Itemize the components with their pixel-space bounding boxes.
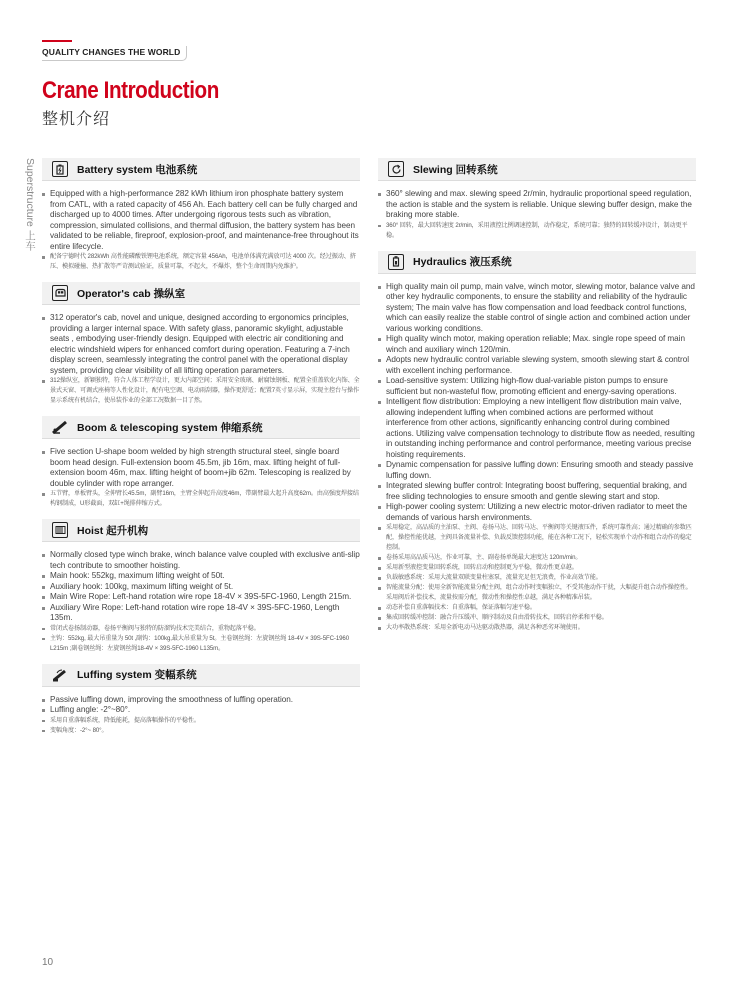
list-item: 常闭式卷扬制动器，卷扬平衡阀与独特的防溜钩技术完美结合，重物起落平稳。: [42, 624, 360, 634]
page-title: Crane Introduction: [42, 77, 219, 104]
section-title: Battery system 电池系统: [77, 163, 198, 176]
slewing-icon: [388, 161, 404, 177]
section-header: [378, 158, 696, 181]
section-slewing: [378, 158, 696, 241]
section-header: [42, 664, 360, 687]
list-item: High-power cooling system: Utilizing a new electric motor-driven radiator to meet the demands of various harsh environments.: [378, 502, 696, 523]
list-item: Passive luffing down, improving the smoothness of luffing operation.: [42, 695, 360, 706]
list-item: 卷扬采用高品质马达，作业可靠，主、副卷扬单绳最大速度达 120m/min。: [378, 553, 696, 563]
section-list: [42, 189, 360, 272]
list-item: Load-sensitive system: Utilizing high-flow dual-variable piston pumps to ensure sufficient but non-wasteful flow, promoting efficient and energy-saving operations.: [378, 376, 696, 397]
list-item: 主钩：552kg, 最大吊重量为 50t ,副钩：100kg,最大吊重量为 5t。主卷钢丝绳：左旋钢丝绳 18-4V × 39S-5FC-1960 L215m ;副卷钢丝绳：左旋钢丝绳18-4V × 39S-5FC-1960 L135m。: [42, 634, 360, 654]
list-item: 智能流量分配：使用全新智能流量分配主阀，组合动作时变幅独立，不受其他动作干扰，大幅提升组合动作操控性。采用阀后补偿技术，流量按需分配，微动性和操控性卓越，满足各种精准吊装。: [378, 583, 696, 603]
list-item: Adopts new hydraulic control variable slewing system, smooth slewing start & control with excellent inching performance.: [378, 355, 696, 376]
list-item: 360° 回转，最大回转速度 2r/min，采用液控比例调速控制，动作稳定，系统可靠；独特的回转缓冲设计，制动更平稳。: [378, 221, 696, 241]
tagline: QUALITY CHANGES THE WORLD: [42, 46, 187, 61]
section-header: [42, 158, 360, 181]
section-title: Boom & telescoping system 伸缩系统: [77, 421, 263, 434]
section-header: [378, 251, 696, 274]
section-title: Slewing 回转系统: [413, 163, 498, 176]
section-boom-telescoping: [42, 416, 360, 509]
list-item: 动态补偿自重落幅技术：自重落幅，保证落幅匀速平稳。: [378, 603, 696, 613]
list-item: 配备宁德时代 282kWh 高性能磷酸铁锂电池系统，额定容量 456Ah，电池单体满充满放可达 4000 次。经过振动、挤压、模拟碰撞、热扩散等严苛测试验证，质量可靠，不起火，不爆炸，整个生命周期内免维护。: [42, 252, 360, 272]
list-item: 负载敏感系统：采用大流量双联变量柱塞泵，流量充足但无浪费，作业高效节能。: [378, 573, 696, 583]
section-header: [42, 282, 360, 305]
list-item: 采用新型液控变量回转系统，回转启动和控制更为平稳，微动性更卓越。: [378, 563, 696, 573]
list-item: Five section U-shape boom welded by high strength structural steel, single board boom head design. Full-extension boom 45.5m, jib 16m, max. lifting height of full-extension boom 46m, max. lifting height of boom+jib 62m. Telescoping is realized by double cylinder with rope arranger.: [42, 447, 360, 489]
section-list: [42, 313, 360, 406]
list-item: Intelligent flow distribution: Employing a new intelligent flow distribution main valve, allowing independent luffing when combined actions are performed without interference from other actions, significantly enhancing control during combined actions. Utilizing valve compensation technology to distribute flow as needed, resulting in outstanding inching performance and control performance, meeting various precise hoisting requirements.: [378, 397, 696, 460]
list-item: Equipped with a high-performance 282 kWh lithium iron phosphate battery system from CATL, with a rated capacity of 456 Ah. Each battery cell can be fully charged and discharged up to 4000 times. After undergoing rigorous tests such as vibration, compression, simulated collisions, and thermal diffusion, the battery system has been validated to be reliable, fireproof, explosion-proof, and maintenance-free throughout its entire lifecycle.: [42, 189, 360, 252]
list-item: 312操纵室，新颖独特，符合人体工程学设计，更大内部空间；采用安全玻璃、耐腐蚀钢板、配置全重盖软化内饰、全景式天窗、可调式座椅等人性化设计，配有电空调、电动雨刮器，操作更舒适；配置7英寸显示屏，实现主控台与操作显示系统有机结合，使吊装作业的全部工况数据一目了然。: [42, 376, 360, 406]
hydraulics-icon: [388, 254, 404, 270]
section-list: [378, 189, 696, 241]
list-item: Main Wire Rope: Left-hand rotation wire rope 18-4V × 39S-5FC-1960, Length 215m.: [42, 592, 360, 603]
page-number: 10: [42, 957, 54, 968]
list-item: Normally closed type winch brake, winch balance valve coupled with exclusive anti-slip tech contribute to smoother hoisting.: [42, 550, 360, 571]
section-operators-cab: [42, 282, 360, 406]
list-item: 360° slewing and max. slewing speed 2r/min, hydraulic proportional speed regulation, the action is stable and the system is reliable. Unique slewing buffer design, make the braking more stable.: [378, 189, 696, 221]
list-item: 采用稳定，高品质的主油泵、主阀、卷扬马达、回转马达、平衡阀等关键液压件，系统可靠性高；通过精确的参数匹配，操控性能优越，主阀具备流量补偿、负载反馈控制功能，能在各种工况下，轻松实现单个动作和组合动作的稳定控制。: [378, 523, 696, 553]
list-item: 312 operator's cab, novel and unique, designed according to ergonomics principles, providing a larger internal space. With safety glass, panoramic skylight, adjustable seats , embodying user-friendly design. Equipped with electric air conditioning and electric windshield wipers for enhanced comfort during operation. Featuring a 7-inch display screen, seamlessly integrating the control panel with the operational display system, providing clear visibility of all lifting operation parameters.: [42, 313, 360, 376]
section-list: [42, 447, 360, 509]
right-column: [378, 158, 696, 643]
list-item: High quality winch motor, making operation reliable; Max. single rope speed of main winch and auxiliary winch 120/min.: [378, 334, 696, 355]
section-title: Operator's cab 操纵室: [77, 287, 186, 300]
list-item: Main hook: 552kg, maximum lifting weight of 50t.: [42, 571, 360, 582]
accent-bar: [42, 40, 72, 42]
list-item: 集成回转缓冲控制：融合升压缓冲、顺序制动及自由滑转技术，回转启停柔和平稳。: [378, 613, 696, 623]
section-battery: [42, 158, 360, 272]
list-item: Integrated slewing buffer control: Integrating boost buffering, sequential braking, and free sliding technologies to ensure smooth and gentle slewing start and stop.: [378, 481, 696, 502]
telescoping-icon: [52, 419, 68, 435]
section-title: Hoist 起升机构: [77, 524, 149, 537]
list-item: Auxiliary hook: 100kg, maximum lifting weight of 5t.: [42, 582, 360, 593]
section-luffing: [42, 664, 360, 736]
section-list: [378, 282, 696, 634]
list-item: Luffing angle: -2°~80°.: [42, 705, 360, 716]
list-item: High quality main oil pump, main valve, winch motor, slewing motor, balance valve and other key hydraulic components, to ensure the stability and reliability of the hydraulic system; The main valve has flow compensation and load feedback control functions, which can easily realize the stable control of single action and combined action under various working conditions.: [378, 282, 696, 335]
section-hoist: [42, 519, 360, 654]
section-list: [42, 695, 360, 736]
list-item: 五节臂，单板臂头，全伸臂长45.5m，副臂16m，主臂全伸起升高度46m，带副臂最大起升高度62m。由高强度焊接结构钢制成，U形截面，双缸+绳排伸缩方式。: [42, 489, 360, 509]
list-item: Dynamic compensation for passive luffing down: Ensuring smooth and steady passive luffing down.: [378, 460, 696, 481]
list-item: Auxiliary Wire Rope: Left-hand rotation wire rope 18-4V × 39S-5FC-1960, Length 135m.: [42, 603, 360, 624]
section-list: [42, 550, 360, 654]
battery-icon: [52, 161, 68, 177]
section-title: Hydraulics 液压系统: [413, 256, 512, 268]
section-header: [42, 416, 360, 439]
page-subtitle: 整机介绍: [42, 111, 111, 128]
side-label: Superstructure 上车: [24, 158, 36, 251]
cab-icon: [52, 285, 68, 301]
section-hydraulics: [378, 251, 696, 634]
left-column: [42, 158, 360, 746]
hoist-icon: [52, 522, 68, 538]
section-header: [42, 519, 360, 542]
list-item: 变幅角度：-2°~ 80°。: [42, 726, 360, 736]
luffing-icon: [52, 667, 68, 683]
list-item: 大功率散热系统：采用全新电动马达驱动散热器，满足各种恶劣环境使用。: [378, 623, 696, 633]
section-title: Luffing system 变幅系统: [77, 669, 197, 681]
list-item: 采用自重落幅系统，降低能耗，提高落幅操作的平稳性。: [42, 716, 360, 726]
